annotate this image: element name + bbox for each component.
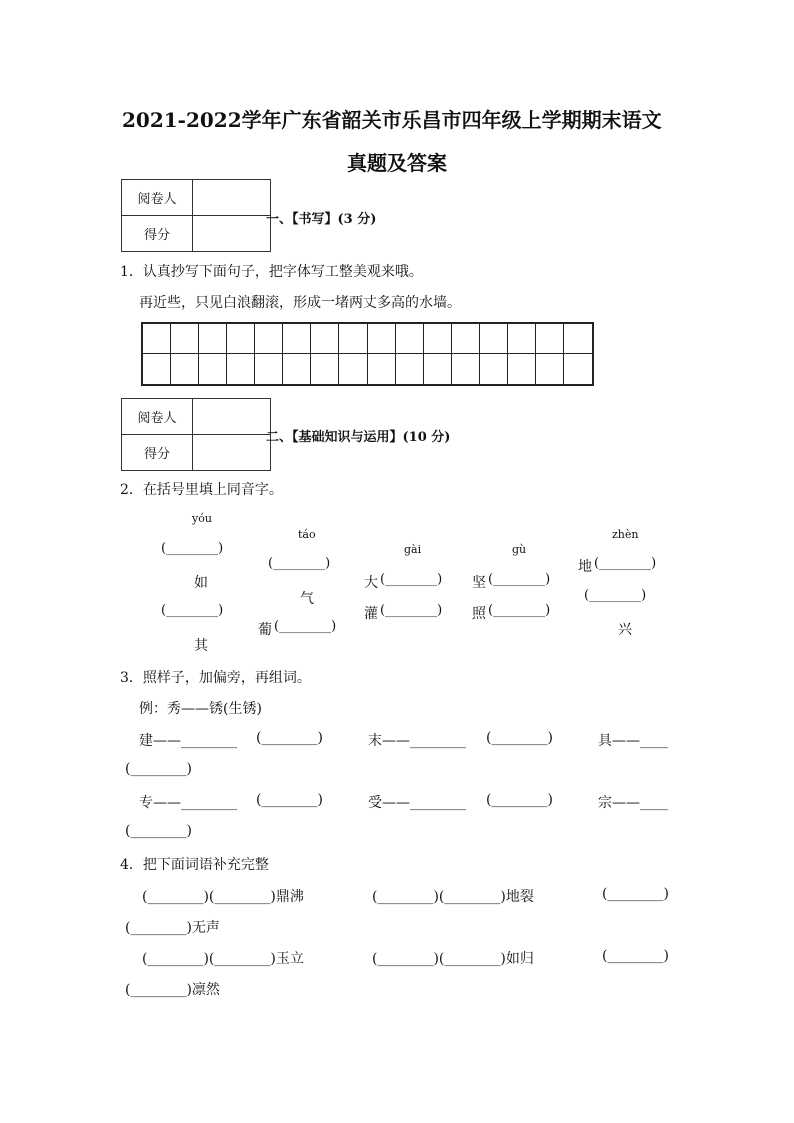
writing-grid[interactable] [141,322,594,386]
given-character: 如 [194,575,208,591]
given-character: 地 [578,559,592,575]
answer-blank[interactable]: (________)(________)鼎沸 [142,889,304,905]
answer-blank[interactable]: (________) [125,823,192,839]
score-label: 得分 [122,216,193,252]
answer-blank[interactable]: (________)无声 [125,920,220,936]
page-title: 2021-2022学年广东省韶关市乐昌市四年级上学期期末语文 [122,108,662,132]
given-character: 气 [300,591,314,607]
answer-blank[interactable]: (________) [125,761,192,777]
pinyin-label: yóu [192,512,212,525]
pinyin-label: zhèn [612,528,639,541]
answer-blank[interactable]: (________) [256,730,323,746]
answer-blank[interactable]: (________) [161,603,224,618]
question-3-example: 例：秀——锈(生锈) [139,701,262,717]
answer-blank[interactable]: (________) [161,541,224,556]
question-1-prompt: 1．认真抄写下面句子，把字体写工整美观来哦。 [120,264,423,280]
answer-blank[interactable]: 具——____ [598,733,668,749]
reviewer-label: 阅卷人 [122,180,193,216]
grader-table-2 [121,398,271,471]
reviewer-label: 阅卷人 [122,399,193,435]
answer-blank[interactable]: (________)(________)玉立 [142,951,304,967]
answer-blank[interactable]: (________) [488,603,551,618]
answer-blank[interactable]: (________) [268,556,331,571]
given-character: 葡 [258,622,272,638]
given-character: 照 [472,606,486,622]
answer-blank[interactable]: (________) [584,588,647,603]
answer-blank[interactable]: (________) [488,572,551,587]
pinyin-label: gài [404,543,422,556]
given-character: 坚 [472,575,486,591]
answer-blank[interactable]: (________)(________)如归 [372,951,534,967]
answer-blank[interactable]: 受——________ [368,795,466,811]
score-field[interactable] [193,435,271,471]
pinyin-label: gù [512,543,527,556]
section-1-heading: 一、【书写】(3 分) [266,212,377,227]
given-character: 灌 [364,606,378,622]
question-1-sentence: 再近些，只见白浪翻滚，形成一堵两丈多高的水墙。 [139,295,461,311]
answer-blank[interactable]: 宗——____ [598,795,668,811]
section-2-heading: 二、【基础知识与运用】(10 分) [266,430,451,445]
answer-blank[interactable]: 建——________ [139,733,237,749]
given-character: 大 [364,575,378,591]
question-2-prompt: 2．在括号里填上同音字。 [120,482,283,498]
reviewer-field[interactable] [193,180,271,216]
pinyin-label: táo [298,528,316,541]
score-label: 得分 [122,435,193,471]
answer-blank[interactable]: (________) [602,886,669,902]
given-character: 其 [194,638,208,654]
score-field[interactable] [193,216,271,252]
answer-blank[interactable]: (________) [380,603,443,618]
answer-blank[interactable]: (________) [274,619,337,634]
answer-blank[interactable]: (________) [486,730,553,746]
answer-blank[interactable]: (________) [602,948,669,964]
answer-blank[interactable]: (________) [594,556,657,571]
given-character: 兴 [618,622,632,638]
answer-blank[interactable]: (________) [380,572,443,587]
answer-blank[interactable]: (________)凛然 [125,982,220,998]
page-title-line2: 真题及答案 [347,151,447,175]
question-3-prompt: 3．照样子，加偏旁，再组词。 [120,670,311,686]
answer-blank[interactable]: 末——________ [368,733,466,749]
grader-table-1 [121,179,271,252]
question-4-prompt: 4．把下面词语补充完整 [120,857,269,873]
answer-blank[interactable]: 专——________ [139,795,237,811]
reviewer-field[interactable] [193,399,271,435]
answer-blank[interactable]: (________) [256,792,323,808]
answer-blank[interactable]: (________)(________)地裂 [372,889,534,905]
answer-blank[interactable]: (________) [486,792,553,808]
